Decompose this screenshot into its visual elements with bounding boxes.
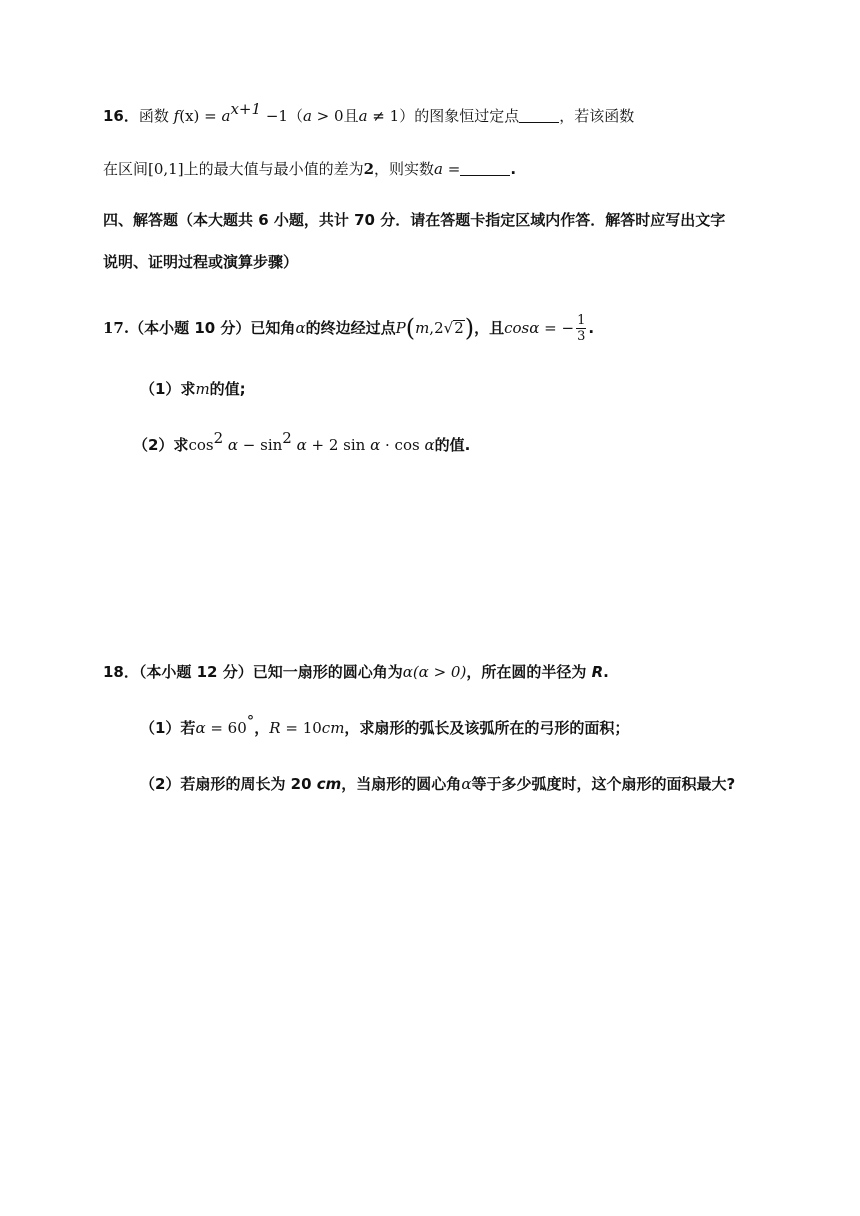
q17-text-2: 的终边经过点 — [305, 319, 396, 337]
q17-p2-minus-sin: − sin — [238, 436, 283, 454]
q18-p2-text-2: ，当扇形的圆心角 — [341, 775, 462, 793]
q17-p2-rest: 的值. — [434, 436, 471, 454]
q17-left-paren: ( — [405, 314, 416, 342]
q17-fraction — [576, 313, 586, 344]
q17-sqrt-two: 2 — [454, 319, 464, 337]
q16-cond-a1: a — [302, 107, 312, 125]
q16-fx: f — [173, 107, 180, 125]
q16-fx-paren: (x) — [179, 107, 200, 125]
q18-p1-eq60: = 60 — [205, 719, 247, 737]
q17-p2-sq2: 2 — [282, 429, 292, 447]
q18-p2-cm: cm — [316, 775, 342, 793]
q17-p2-a4: α — [419, 436, 435, 454]
q17-cos-alpha: cosα — [504, 319, 540, 337]
q16-answer-blank-2 — [460, 161, 510, 176]
section-4-heading-line1: 四、解答题（本大题共 6 小题，共计 70 分．请在答题卡指定区域内作答．解答时应写出文字 — [103, 211, 726, 229]
q17-point-p: P — [395, 319, 406, 337]
q16-cond-gt0: > 0 — [311, 107, 344, 125]
q18-stem — [103, 662, 609, 682]
q17-frac-num: 1 — [577, 313, 586, 328]
q17-radical-sign: √ — [443, 319, 454, 337]
q16-l2-text-3: ，则实数 — [374, 160, 435, 178]
q18-period: . — [603, 663, 609, 681]
q18-p1-cm: cm — [321, 719, 345, 737]
q16-l2-a: a — [434, 160, 443, 178]
q16-answer-blank-1 — [519, 108, 559, 123]
q16-line1 — [103, 100, 635, 126]
q17-right-paren: ) — [464, 314, 475, 342]
q18-p2-alpha: α — [461, 775, 472, 793]
q17-frac-den: 3 — [577, 329, 586, 344]
q16-eq: = — [199, 107, 222, 125]
q17-coef-two: 2 — [434, 319, 444, 337]
q17-eq-neg: = − — [539, 319, 575, 337]
q17-p1-label: （1）求 — [140, 380, 196, 398]
q18-p1-rest: ，求扇形的弧长及该弧所在的弓形的面积； — [344, 719, 630, 737]
q18-R: R — [591, 663, 604, 681]
q16-l2-text-2: 上的最大值与最小值的差为 — [183, 160, 364, 178]
q16-l2-text-1: 在区间 — [103, 160, 149, 178]
q17-p2-cos: cos — [188, 436, 214, 454]
q16-cond-and: 且 — [343, 107, 359, 125]
q18-p1-label: （1）若 — [140, 719, 196, 737]
q17-number: 17. — [103, 319, 130, 337]
q17-period: . — [588, 319, 595, 337]
q17-p2-sq1: 2 — [213, 429, 224, 447]
q18-p1-alpha: α — [195, 719, 206, 737]
q16-exponent: x+1 — [230, 100, 262, 118]
section-4-heading-line2: 说明、证明过程或演算步骤） — [103, 253, 299, 271]
q17-p2-a2: α — [291, 436, 307, 454]
q17-p2-a3: α — [365, 436, 381, 454]
q18-p2-text-3: 等于多少弧度时，这个扇形的面积最大? — [471, 775, 736, 793]
q16-text-3: ，若该函数 — [559, 107, 635, 125]
q18-text-2: ，所在圆的半径为 — [466, 663, 592, 681]
q18-p1-R: R — [269, 719, 281, 737]
q18-p1-eq10: = 10 — [280, 719, 322, 737]
q17-comma: , — [429, 319, 435, 337]
q18-number: 18． — [103, 663, 139, 681]
q17-p2-a1: α — [223, 436, 239, 454]
q16-cond-ne1: ≠ 1 — [367, 107, 400, 125]
q18-text-1: （本小题 12 分）已知一扇形的圆心角为 — [138, 663, 403, 681]
q17-text-1: （本小题 10 分）已知角 — [129, 319, 296, 337]
q18-part1 — [140, 712, 630, 738]
q16-rparen: ） — [399, 107, 415, 125]
q16-number: 16． — [103, 107, 139, 125]
q16-interval: [0,1] — [148, 160, 184, 178]
q18-part2 — [140, 774, 735, 794]
q17-p1-rest: 的值; — [209, 380, 246, 398]
q18-alpha-condition: α(α > 0) — [402, 663, 467, 681]
q16-base: a — [221, 107, 231, 125]
q16-l2-period: . — [510, 160, 517, 178]
q17-p2-label: （2）求 — [133, 436, 189, 454]
q16-l2-two: 2 — [363, 160, 375, 178]
q17-p2-dot-cos: · cos — [380, 436, 420, 454]
q18-p1-degree: ° — [246, 712, 255, 730]
q17-p2-plus-sin: + 2 sin — [306, 436, 366, 454]
q18-p1-comma: ， — [254, 719, 270, 737]
q16-text-2: 的图象恒过定点 — [414, 107, 520, 125]
q16-minus1: −1 — [261, 107, 288, 125]
q17-p1-m: m — [195, 380, 210, 398]
q18-p2-text-1: （2）若扇形的周长为 20 — [140, 775, 317, 793]
q16-lparen: （ — [287, 107, 303, 125]
q17-m: m — [415, 319, 430, 337]
q17-stem — [103, 313, 594, 344]
q16-l2-eq: = — [443, 160, 461, 178]
q17-part2 — [133, 429, 471, 455]
q16-line2 — [103, 159, 516, 179]
q16-cond-a2: a — [358, 107, 368, 125]
q16-text-1: 函数 — [138, 107, 169, 125]
q17-alpha: α — [295, 319, 306, 337]
q17-part1 — [140, 379, 246, 399]
q17-text-3: ，且 — [474, 319, 505, 337]
